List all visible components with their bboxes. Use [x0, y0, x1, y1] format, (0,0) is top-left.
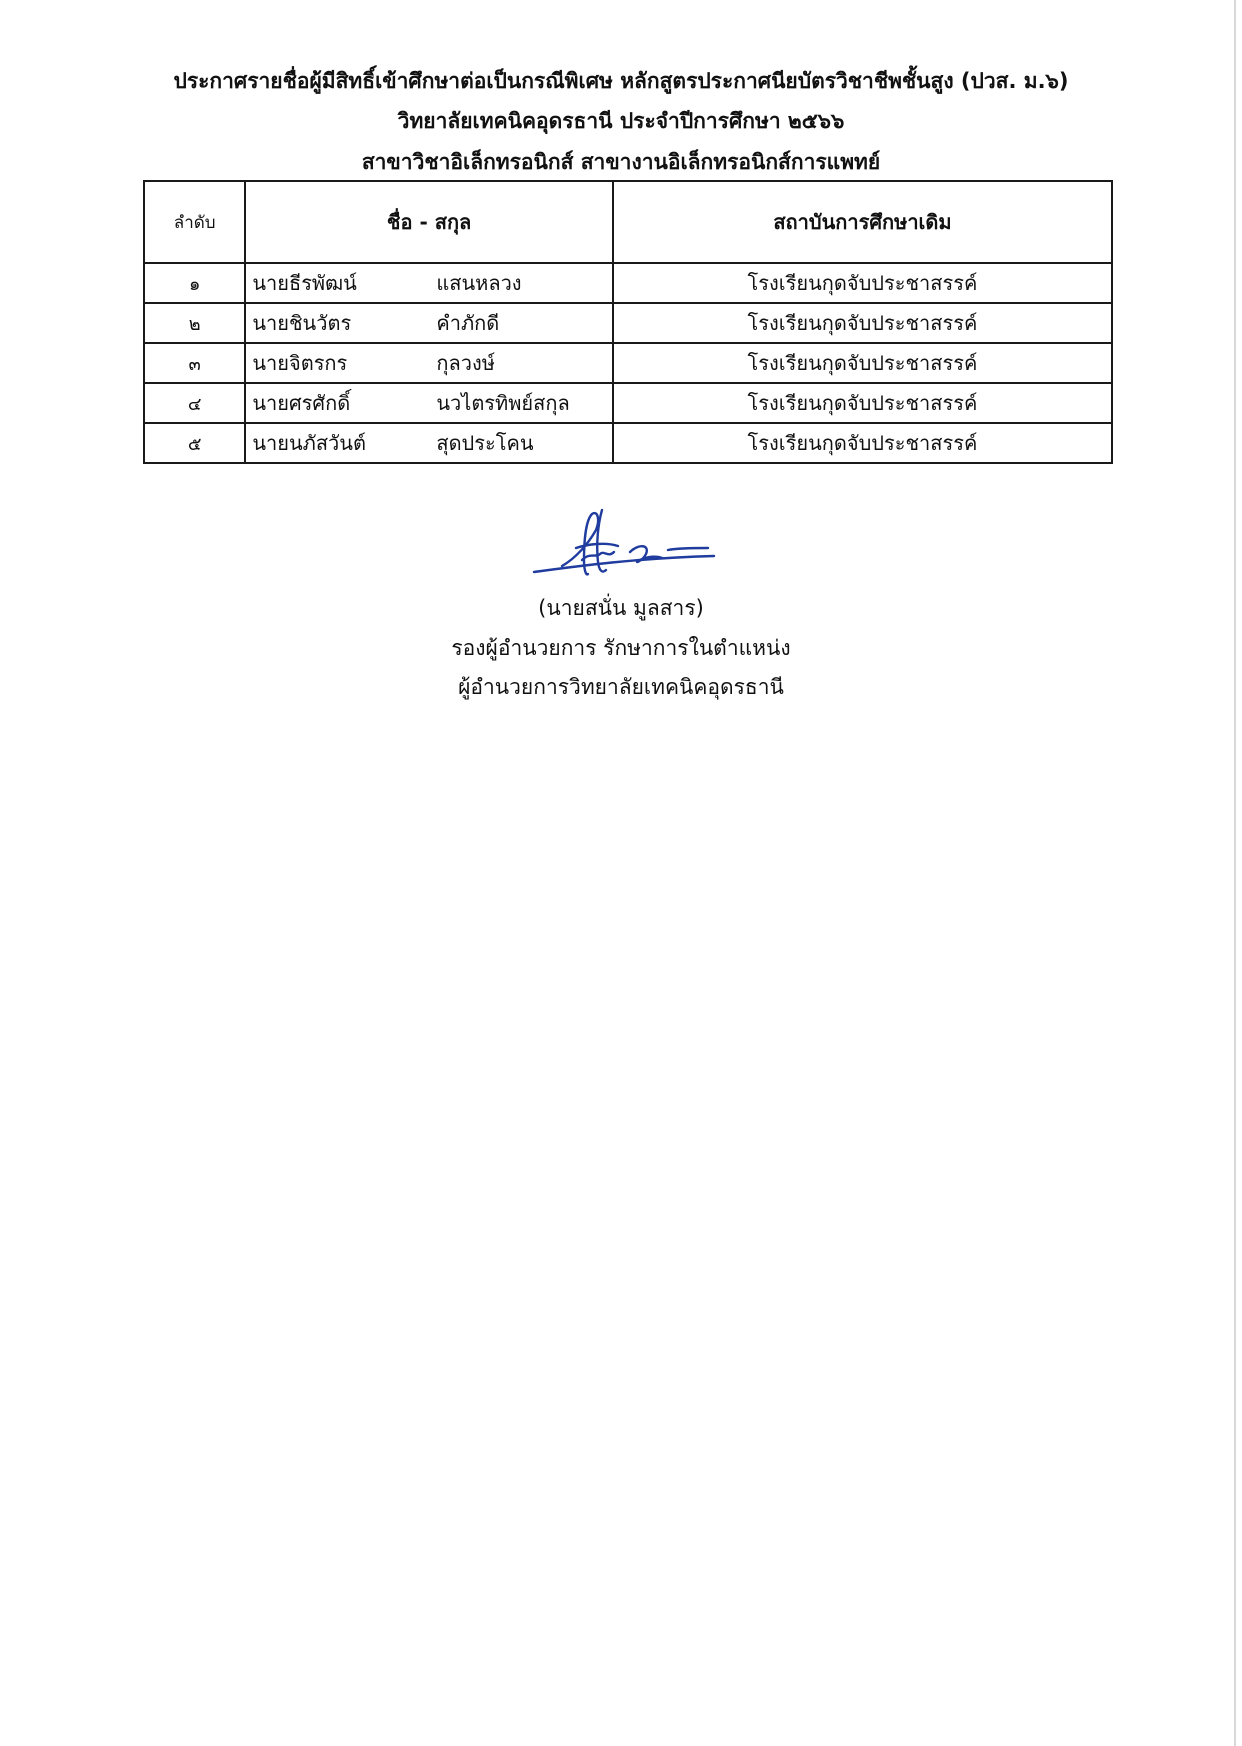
row-number: ๓ — [144, 343, 245, 383]
table-row — [144, 263, 1112, 303]
previous-school: โรงเรียนกุดจับประชาสรรค์ — [613, 343, 1112, 383]
table-row — [144, 383, 1112, 423]
first-name: นายศรศักดิ์ — [252, 391, 351, 415]
last-name: นวไตรทิพย์สกุล — [436, 391, 570, 415]
row-number: ๒ — [144, 303, 245, 343]
student-list-table — [143, 180, 1113, 464]
first-name: นายจิตรกร — [252, 351, 348, 375]
table-header-row — [144, 181, 1112, 263]
previous-school: โรงเรียนกุดจับประชาสรรค์ — [613, 423, 1112, 463]
student-name — [245, 343, 613, 383]
signatory-name: (นายสนั่น มูลสาร) — [538, 596, 704, 620]
table-row — [144, 303, 1112, 343]
column-header-name: ชื่อ - สกุล — [245, 181, 613, 263]
college-and-year: วิทยาลัยเทคนิคอุดรธานี ประจำปีการศึกษา ๒๕๖๖ — [397, 109, 845, 133]
row-number: ๕ — [144, 423, 245, 463]
first-name: นายนภัสวันต์ — [252, 431, 366, 455]
last-name: แสนหลวง — [436, 271, 522, 295]
first-name: นายชินวัตร — [252, 311, 352, 335]
student-name — [245, 263, 613, 303]
handwritten-signature — [518, 500, 728, 590]
student-name — [245, 303, 613, 343]
student-name — [245, 383, 613, 423]
table-row — [144, 423, 1112, 463]
signatory-title: ผู้อำนวยการวิทยาลัยเทคนิคอุดรธานี — [458, 675, 784, 699]
table-row — [144, 343, 1112, 383]
signatory-position: รองผู้อำนวยการ รักษาการในตำแหน่ง — [451, 636, 791, 660]
column-header-no: ลำดับ — [144, 181, 245, 263]
previous-school: โรงเรียนกุดจับประชาสรรค์ — [613, 263, 1112, 303]
column-header-school: สถาบันการศึกษาเดิม — [613, 181, 1112, 263]
announcement-title: ประกาศรายชื่อผู้มีสิทธิ์เข้าศึกษาต่อเป็นกรณีพิเศษ หลักสูตรประกาศนียบัตรวิชาชีพชั้นสูง (ปวส. ม.๖) — [173, 69, 1069, 93]
department-and-program: สาขาวิชาอิเล็กทรอนิกส์ สาขางานอิเล็กทรอนิกส์การแพทย์ — [361, 150, 881, 174]
student-name — [245, 423, 613, 463]
first-name: นายธีรพัฒน์ — [252, 271, 357, 295]
previous-school: โรงเรียนกุดจับประชาสรรค์ — [613, 303, 1112, 343]
row-number: ๔ — [144, 383, 245, 423]
last-name: กุลวงษ์ — [436, 351, 495, 375]
last-name: คำภักดี — [436, 311, 500, 335]
last-name: สุดประโคน — [436, 431, 534, 455]
page-edge-shadow — [1234, 0, 1236, 1746]
row-number: ๑ — [144, 263, 245, 303]
previous-school: โรงเรียนกุดจับประชาสรรค์ — [613, 383, 1112, 423]
